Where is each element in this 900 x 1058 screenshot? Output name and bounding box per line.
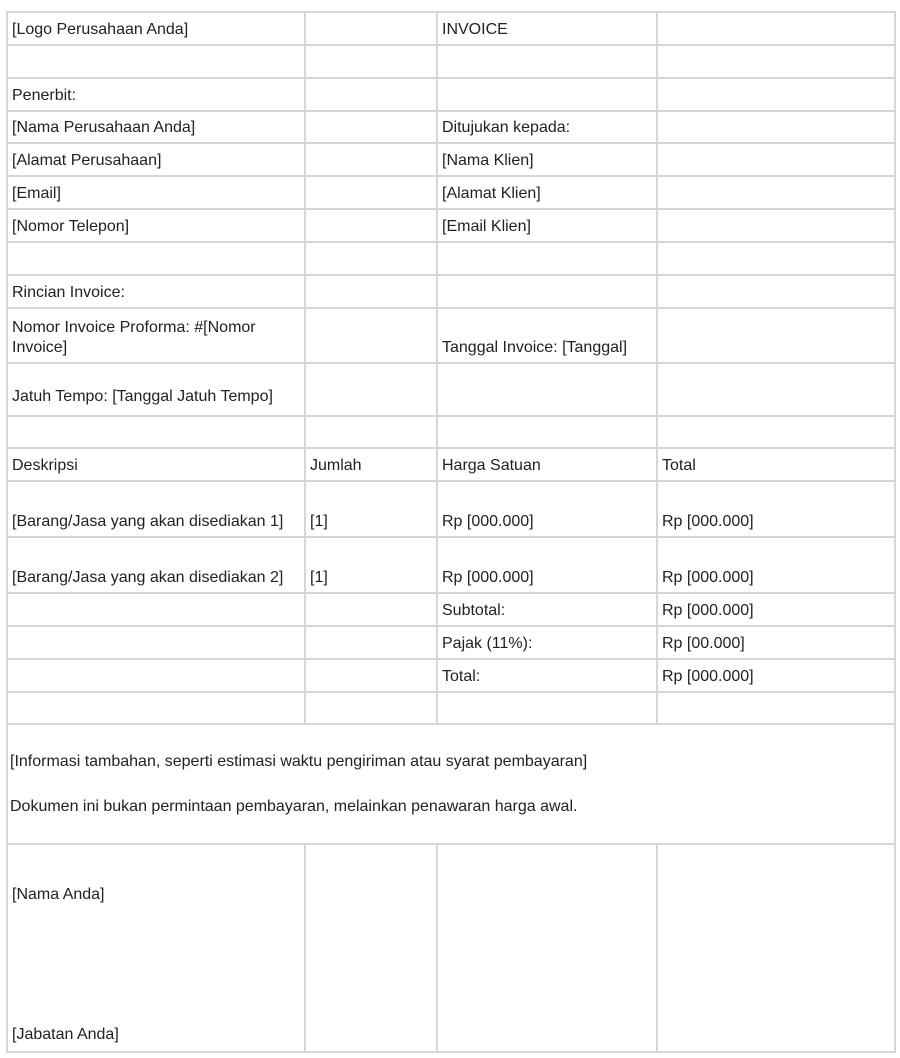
item-quantity[interactable]: [1]	[305, 481, 437, 537]
cell[interactable]	[657, 275, 895, 308]
invoice-title[interactable]: INVOICE	[437, 12, 657, 45]
subtotal-label[interactable]: Subtotal:	[437, 593, 657, 626]
details-label[interactable]: Rincian Invoice:	[7, 275, 305, 308]
cell[interactable]	[657, 363, 895, 416]
tax-value[interactable]: Rp [00.000]	[657, 626, 895, 659]
cell[interactable]	[305, 692, 437, 724]
cell[interactable]	[7, 659, 305, 692]
cell[interactable]	[305, 78, 437, 111]
disclaimer: Dokumen ini bukan permintaan pembayaran, melainkan penawaran harga awal.	[10, 797, 578, 815]
item-description[interactable]: [Barang/Jasa yang akan disediakan 2]	[7, 537, 305, 593]
item-price[interactable]: Rp [000.000]	[437, 537, 657, 593]
cell[interactable]	[437, 45, 657, 78]
cell[interactable]	[657, 12, 895, 45]
cell[interactable]	[305, 45, 437, 78]
logo-cell[interactable]: [Logo Perusahaan Anda]	[7, 12, 305, 45]
item-row	[7, 537, 895, 593]
recipient-name[interactable]: [Nama Klien]	[437, 143, 657, 176]
issuer-phone[interactable]: [Nomor Telepon]	[7, 209, 305, 242]
cell[interactable]	[305, 416, 437, 448]
cell[interactable]	[7, 416, 305, 448]
cell[interactable]	[305, 143, 437, 176]
signature-cell[interactable]	[7, 844, 305, 1052]
invoice-sheet	[6, 11, 896, 1053]
cell[interactable]	[657, 111, 895, 143]
item-total[interactable]: Rp [000.000]	[657, 481, 895, 537]
cell[interactable]	[657, 209, 895, 242]
recipient-email[interactable]: [Email Klien]	[437, 209, 657, 242]
cell[interactable]	[437, 844, 657, 1052]
cell[interactable]	[657, 45, 895, 78]
items-header-row	[7, 448, 895, 481]
cell[interactable]	[305, 242, 437, 275]
cell[interactable]	[657, 242, 895, 275]
header-unit-price[interactable]: Harga Satuan	[437, 448, 657, 481]
cell[interactable]	[305, 209, 437, 242]
cell[interactable]	[305, 659, 437, 692]
recipient-address[interactable]: [Alamat Klien]	[437, 176, 657, 209]
cell[interactable]	[437, 78, 657, 111]
cell[interactable]	[305, 275, 437, 308]
cell[interactable]	[305, 111, 437, 143]
cell[interactable]	[437, 416, 657, 448]
header-total[interactable]: Total	[657, 448, 895, 481]
cell[interactable]	[7, 593, 305, 626]
cell[interactable]	[437, 242, 657, 275]
cell[interactable]	[305, 626, 437, 659]
issuer-company[interactable]: [Nama Perusahaan Anda]	[7, 111, 305, 143]
due-date[interactable]: Jatuh Tempo: [Tanggal Jatuh Tempo]	[7, 363, 305, 416]
cell[interactable]	[7, 626, 305, 659]
notes-cell[interactable]	[7, 724, 895, 844]
cell[interactable]	[657, 308, 895, 363]
total-label[interactable]: Total:	[437, 659, 657, 692]
cell[interactable]	[657, 143, 895, 176]
item-quantity[interactable]: [1]	[305, 537, 437, 593]
cell[interactable]	[437, 692, 657, 724]
cell[interactable]	[305, 593, 437, 626]
cell[interactable]	[305, 844, 437, 1052]
subtotal-value[interactable]: Rp [000.000]	[657, 593, 895, 626]
item-price[interactable]: Rp [000.000]	[437, 481, 657, 537]
signature-position: [Jabatan Anda]	[12, 1026, 119, 1043]
additional-info: [Informasi tambahan, seperti estimasi waktu pengiriman atau syarat pembayaran]	[10, 752, 588, 770]
cell[interactable]	[657, 176, 895, 209]
item-description[interactable]: [Barang/Jasa yang akan disediakan 1]	[7, 481, 305, 537]
cell[interactable]	[305, 308, 437, 363]
cell[interactable]	[7, 45, 305, 78]
invoice-number[interactable]: Nomor Invoice Proforma: #[Nomor Invoice]	[7, 308, 305, 363]
invoice-date[interactable]: Tanggal Invoice: [Tanggal]	[437, 308, 657, 363]
cell[interactable]	[657, 692, 895, 724]
issuer-email[interactable]: [Email]	[7, 176, 305, 209]
cell[interactable]	[437, 363, 657, 416]
cell[interactable]	[305, 176, 437, 209]
cell[interactable]	[657, 844, 895, 1052]
issuer-label[interactable]: Penerbit:	[7, 78, 305, 111]
tax-label[interactable]: Pajak (11%):	[437, 626, 657, 659]
cell[interactable]	[657, 416, 895, 448]
cell[interactable]	[657, 78, 895, 111]
cell[interactable]	[305, 363, 437, 416]
item-total[interactable]: Rp [000.000]	[657, 537, 895, 593]
header-quantity[interactable]: Jumlah	[305, 448, 437, 481]
cell[interactable]	[7, 242, 305, 275]
signature-name: [Nama Anda]	[12, 886, 105, 903]
header-description[interactable]: Deskripsi	[7, 448, 305, 481]
total-value[interactable]: Rp [000.000]	[657, 659, 895, 692]
cell[interactable]	[437, 275, 657, 308]
cell[interactable]	[305, 12, 437, 45]
item-row	[7, 481, 895, 537]
issuer-address[interactable]: [Alamat Perusahaan]	[7, 143, 305, 176]
recipient-label[interactable]: Ditujukan kepada:	[437, 111, 657, 143]
cell[interactable]	[7, 692, 305, 724]
